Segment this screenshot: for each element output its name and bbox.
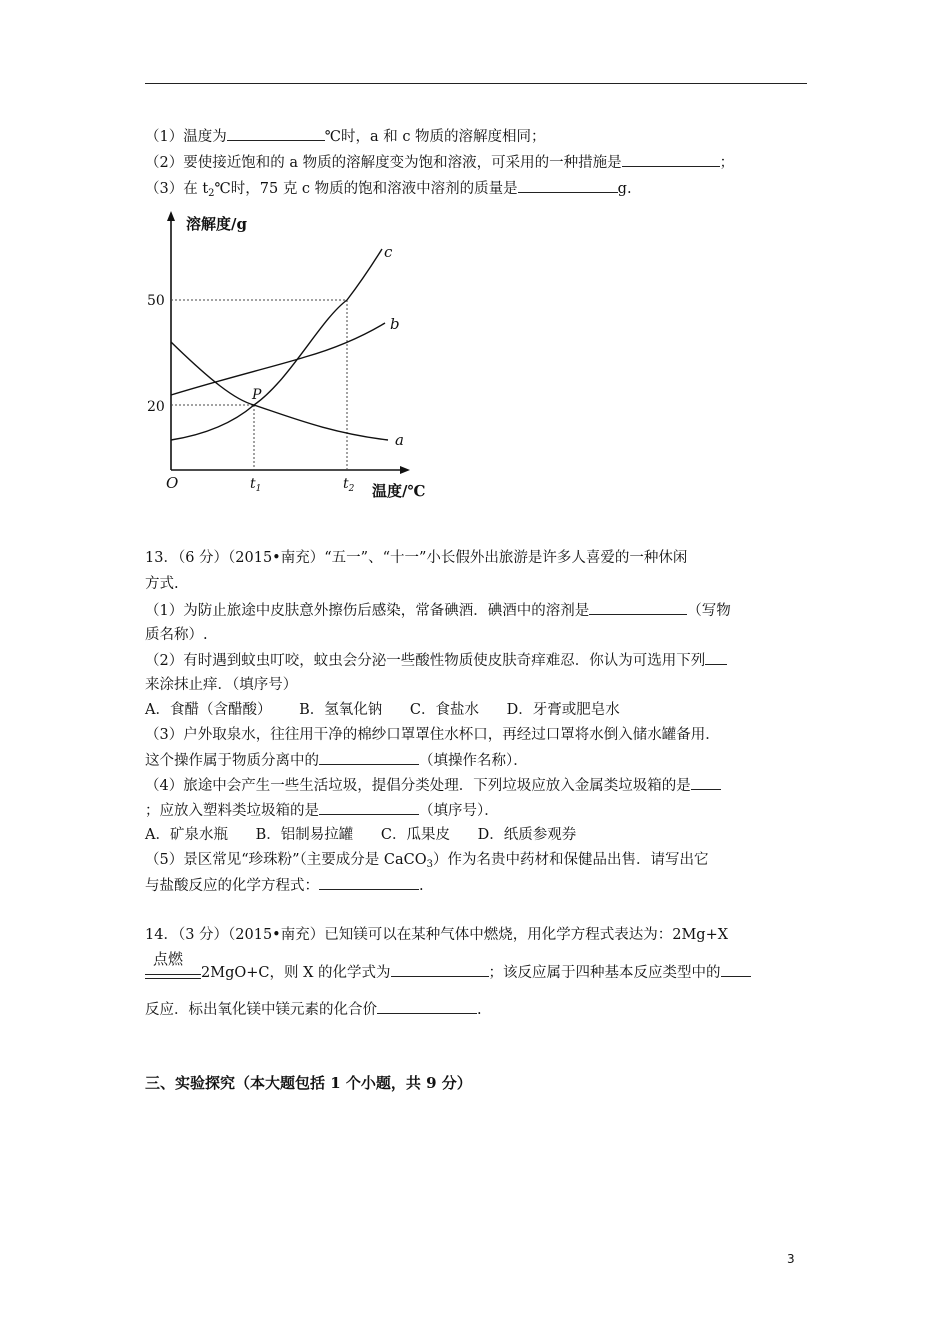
q13-line6: 来涂抹止痒．（填序号） — [145, 677, 298, 693]
q13-l11-text-b: ）作为名贵中药材和保健品出售．请写出它 — [433, 852, 709, 868]
q12-p2-text-a: （2）要使接近饱和的 a 物质的溶解度变为饱和溶液，可采用的一种措施是 — [145, 155, 622, 171]
q12-p1-text-a: （1）温度为 — [145, 129, 227, 145]
q13-l3-text-b: （写物 — [687, 603, 731, 619]
q13-l11-text-a: （5）景区常见“珍珠粉”（主要成分是 CaCO — [145, 852, 427, 868]
q13-line2: 方式. — [145, 576, 179, 592]
curve-a — [171, 342, 388, 440]
q13-l12-text-a: 与盐酸反应的化学方程式： — [145, 878, 319, 894]
q12-part3 — [145, 178, 632, 204]
q13-line10 — [145, 800, 499, 821]
q13-l12-text-b: . — [419, 878, 424, 894]
origin-label: O — [166, 474, 179, 492]
reaction-condition-text: 点燃 — [153, 950, 184, 968]
q13-line7: （3）户外取泉水，往往用干净的棉纱口罩罩住水杯口，再经过口罩将水倒入储水罐备用． — [145, 727, 720, 743]
q12-p3-text-c: g. — [617, 181, 632, 197]
q12-part2 — [145, 152, 734, 173]
answer-blank[interactable] — [319, 875, 419, 890]
q13-l3-text-a: （1）为防止旅途中皮肤意外擦伤后感染，常备碘酒．碘酒中的溶剂是 — [145, 603, 590, 619]
series-label-c: c — [384, 243, 393, 261]
answer-blank[interactable] — [691, 775, 721, 790]
y-tick-50: 50 — [147, 293, 165, 309]
answer-blank[interactable] — [319, 750, 419, 765]
q14-l2-text-b: ；该反应属于四种基本反应类型中的 — [488, 965, 721, 981]
q12-p3-text-b: ℃时，75 克 c 物质的饱和溶液中溶剂的质量是 — [214, 181, 518, 197]
q12-p2-text-b: ； — [719, 155, 735, 171]
answer-blank[interactable] — [391, 962, 489, 977]
q13-l8-text-b: （填操作名称）． — [419, 753, 528, 769]
answer-blank[interactable] — [721, 962, 751, 977]
answer-blank[interactable] — [705, 650, 727, 665]
q13-line4: 质名称）. — [145, 627, 208, 643]
q13-l11-sub: 3 — [426, 859, 434, 870]
x-axis-arrow — [400, 466, 410, 474]
y-tick-20: 20 — [147, 399, 165, 415]
q13-l10-text-b: （填序号）． — [419, 803, 499, 819]
q13-l10-text-a: ；应放入塑料类垃圾箱的是 — [145, 803, 319, 819]
q13-options2: A．矿泉水瓶 B．铝制易拉罐 C．瓜果皮 D．纸质参观券 — [145, 827, 577, 843]
q14-l3-text-b: . — [477, 1002, 482, 1018]
answer-blank[interactable] — [589, 600, 687, 615]
x-axis-label: 温度/℃ — [372, 482, 426, 500]
q12-p3-text-a: （3）在 t — [145, 181, 209, 197]
curve-b — [171, 323, 385, 395]
q13-l9-text: （4）旅途中会产生一些生活垃圾，提倡分类处理．下列垃圾应放入金属类垃圾箱的是 — [145, 778, 691, 794]
q13-options1: A．食醋（含醋酸） B．氢氧化钠 C．食盐水 D．牙膏或肥皂水 — [145, 702, 620, 718]
q13-line11 — [145, 850, 709, 875]
series-label-a: a — [395, 431, 404, 449]
q12-part1 — [145, 126, 546, 147]
curve-c — [171, 249, 382, 440]
solubility-chart — [140, 205, 450, 510]
q13-line8 — [145, 750, 528, 771]
point-p-label: P — [252, 387, 262, 403]
q13-line3 — [145, 600, 731, 621]
q13-l8-text-a: 这个操作属于物质分离中的 — [145, 753, 319, 769]
equals-line-top — [145, 974, 201, 975]
q14-line1: 14．（3 分）（2015•南充）已知镁可以在某种气体中燃烧，用化学方程式表达为：2Mg+X — [145, 927, 729, 943]
section-heading: 三、实验探究（本大题包括 1 个小题，共 9 分） — [145, 1074, 472, 1092]
header-rule — [145, 83, 807, 84]
series-label-b: b — [390, 315, 400, 333]
x-tick-t2: $t_2$ — [343, 476, 355, 494]
q14-line2 — [145, 950, 751, 983]
y-axis-label: 溶解度/g — [186, 215, 247, 233]
answer-blank[interactable] — [227, 126, 325, 141]
reaction-condition — [145, 950, 201, 983]
q12-p3-sub: 2 — [208, 188, 215, 199]
q13-line9 — [145, 775, 721, 796]
answer-blank[interactable] — [377, 999, 477, 1014]
page-number: 3 — [787, 1252, 795, 1266]
answer-blank[interactable] — [622, 152, 720, 167]
q13-line12 — [145, 875, 424, 896]
q12-p1-text-b: ℃时，a 和 c 物质的溶解度相同； — [324, 129, 546, 145]
equals-line-bottom — [145, 978, 201, 979]
x-tick-t1: $t_1$ — [250, 476, 262, 494]
y-axis-arrow — [167, 211, 175, 221]
answer-blank[interactable] — [518, 178, 618, 193]
q13-line5 — [145, 650, 727, 671]
q13-l5-text: （2）有时遇到蚊虫叮咬，蚊虫会分泌一些酸性物质使皮肤奇痒难忍．你认为可选用下列 — [145, 653, 706, 669]
q14-l2-text-a: 2MgO+C，则 X 的化学式为 — [201, 965, 391, 981]
q14-l3-text-a: 反应．标出氧化镁中镁元素的化合价 — [145, 1002, 377, 1018]
q13-line1: 13．（6 分）（2015•南充）“五一”、“十一”小长假外出旅游是许多人喜爱的一种休闲 — [145, 550, 688, 566]
answer-blank[interactable] — [319, 800, 419, 815]
q14-line3 — [145, 999, 482, 1020]
